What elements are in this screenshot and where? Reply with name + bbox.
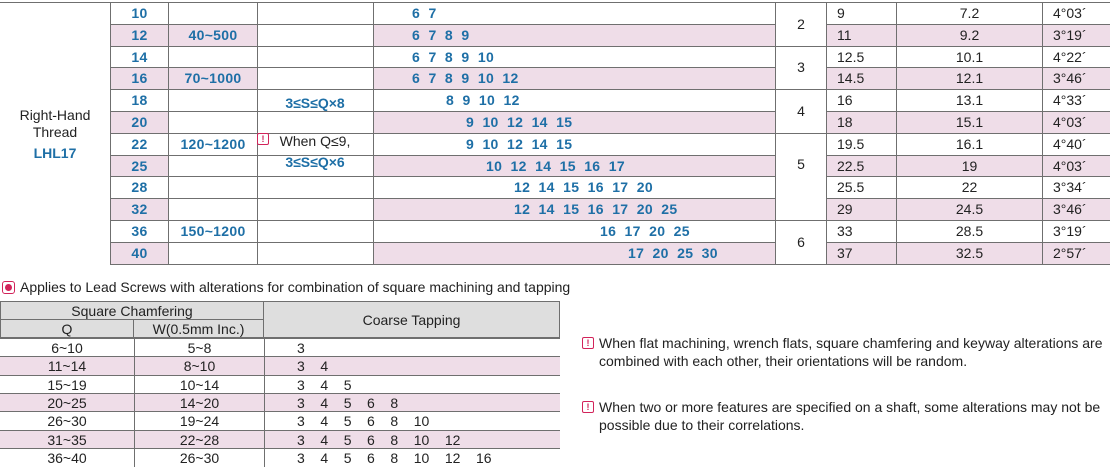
- table-row: [0, 356, 560, 374]
- table-row: [0, 393, 560, 411]
- diameter-cell: 36: [110, 220, 168, 242]
- table-row: [0, 430, 560, 448]
- tapping-cell: 3 4: [264, 357, 560, 375]
- root-diameter-cell: 22: [896, 176, 1042, 198]
- pitch-diameter-cell: 22.5: [826, 155, 896, 177]
- pitch-diameter-cell: 37: [826, 242, 896, 264]
- w-cell: 5~8: [134, 339, 264, 357]
- length-range-cell: [168, 198, 257, 220]
- diameter-cell: 22: [110, 133, 168, 155]
- q-cell: 20~25: [47, 394, 87, 411]
- root-diameter-cell: 15.1: [896, 111, 1042, 133]
- diameter-cell: 16: [110, 67, 168, 89]
- pitch-diameter-cell: 12.5: [826, 46, 896, 68]
- diameter-cell: 32: [110, 198, 168, 220]
- tap-sizes-cell: 6 7 8 9 10 12: [373, 67, 775, 89]
- table-row: [0, 2, 1110, 24]
- q-cell: 15~19: [47, 376, 87, 393]
- condition-note-label: When Q≤9,: [279, 133, 351, 149]
- tapping-cell: 3 4 5 6 8 10 12 16: [264, 449, 560, 467]
- table-row: [0, 242, 1110, 264]
- header-square-chamfering: Square Chamfering: [0, 301, 264, 320]
- lead-angle-cell: 4°03´: [1042, 111, 1110, 133]
- lead-angle-cell: 3°46´: [1042, 198, 1110, 220]
- root-diameter-cell: 16.1: [896, 133, 1042, 155]
- warning-icon: !: [582, 337, 594, 349]
- tapping-cell: 3: [264, 339, 560, 357]
- q-cell: 6~10: [51, 340, 83, 356]
- tapping-cell: 3 4 5 6 8: [264, 394, 560, 412]
- w-cell: 26~30: [134, 449, 264, 467]
- length-range-cell: [168, 2, 257, 24]
- lead-angle-cell: 3°19´: [1042, 24, 1110, 46]
- table-row: [0, 176, 1110, 198]
- lead-angle-cell: 3°34´: [1042, 176, 1110, 198]
- condition-secondary: 3≤S≤Q×6: [285, 154, 345, 170]
- table-row: [0, 411, 560, 429]
- root-diameter-cell: 7.2: [896, 2, 1042, 24]
- length-range-cell: 120~1200: [168, 133, 257, 155]
- warning-icon: !: [257, 133, 269, 145]
- tap-sizes-cell: 9 10 12 14 15: [373, 111, 775, 133]
- diameter-cell: 25: [110, 155, 168, 177]
- pitch-diameter-cell: 25.5: [826, 176, 896, 198]
- table-row: [0, 133, 1110, 155]
- root-diameter-cell: 12.1: [896, 67, 1042, 89]
- pitch-diameter-cell: 14.5: [826, 67, 896, 89]
- condition-col-cell: [257, 242, 373, 264]
- tap-sizes-cell: 16 17 20 25: [373, 220, 775, 242]
- diameter-cell: 40: [110, 242, 168, 264]
- lead-angle-cell: 2°57´: [1042, 242, 1110, 264]
- tap-sizes-cell: 12 14 15 16 17 20 25: [373, 198, 775, 220]
- product-code: LHL17: [33, 145, 77, 161]
- header-coarse-tapping: Coarse Tapping: [263, 301, 560, 338]
- root-diameter-cell: 9.2: [896, 24, 1042, 46]
- root-diameter-cell: 32.5: [896, 242, 1042, 264]
- pitch-diameter-cell: 9: [826, 2, 896, 24]
- q-cell: 11~14: [47, 358, 87, 375]
- diameter-cell: 12: [110, 24, 168, 46]
- table-row: [0, 155, 1110, 177]
- length-range-cell: 70~1000: [168, 67, 257, 89]
- length-range-cell: 150~1200: [168, 220, 257, 242]
- pitch-diameter-cell: 11: [826, 24, 896, 46]
- pitch-diameter-cell: 18: [826, 111, 896, 133]
- lead-cell: [775, 133, 826, 220]
- table-row: [0, 220, 1110, 242]
- applies-note-text: Applies to Lead Screws with alterations for combination of square machining and tapping: [20, 279, 571, 295]
- length-range-cell: [168, 242, 257, 264]
- applies-note: [2, 279, 570, 295]
- root-diameter-cell: 19: [896, 155, 1042, 177]
- alteration-table: [0, 301, 560, 466]
- pitch-diameter-cell: 33: [826, 220, 896, 242]
- table-row: [0, 111, 1110, 133]
- condition-col-cell: [257, 220, 373, 242]
- table-row: [0, 24, 1110, 46]
- table-row: [0, 89, 1110, 111]
- tap-sizes-cell: 6 7 8 9 10: [373, 46, 775, 68]
- lead-cell: [775, 2, 826, 46]
- header-w: W(0.5mm Inc.): [133, 319, 264, 338]
- title-line-2: Thread: [32, 124, 78, 140]
- pitch-diameter-cell: 19.5: [826, 133, 896, 155]
- tapping-cell: 3 4 5: [264, 376, 560, 394]
- table-bottom-border: [110, 264, 1110, 265]
- condition-primary: 3≤S≤Q×8: [285, 95, 345, 111]
- lead-value: 5: [797, 155, 805, 172]
- lead-angle-cell: 4°03´: [1042, 2, 1110, 24]
- table-row: [0, 375, 560, 393]
- lead-angle-cell: 4°22´: [1042, 46, 1110, 68]
- lead-cell: [775, 89, 826, 133]
- condition-col-cell: [257, 2, 373, 24]
- length-range-cell: [168, 176, 257, 198]
- condition-col-cell: [257, 198, 373, 220]
- lead-angle-cell: 4°40´: [1042, 133, 1110, 155]
- root-diameter-cell: 24.5: [896, 198, 1042, 220]
- lead-value: 2: [797, 15, 805, 32]
- tap-sizes-cell: 8 9 10 12: [373, 89, 775, 111]
- table-row: [0, 46, 1110, 68]
- condition-col-cell: [257, 67, 373, 89]
- length-range-cell: [168, 89, 257, 111]
- tap-sizes-cell: 6 7 8 9: [373, 24, 775, 46]
- lead-cell: [775, 220, 826, 264]
- lead-value: 6: [797, 233, 805, 250]
- w-cell: 10~14: [134, 376, 264, 394]
- table-row: [0, 338, 560, 356]
- diameter-cell: 14: [110, 46, 168, 68]
- length-range-cell: [168, 111, 257, 133]
- tapping-cell: 3 4 5 6 8 10: [264, 412, 560, 430]
- header-q: Q: [0, 319, 134, 338]
- lead-angle-cell: 4°33´: [1042, 89, 1110, 111]
- root-diameter-cell: 13.1: [896, 89, 1042, 111]
- lead-angle-cell: 3°46´: [1042, 67, 1110, 89]
- condition-col-cell: [257, 24, 373, 46]
- lead-value: 3: [797, 59, 805, 76]
- warning-icon: !: [582, 401, 594, 413]
- q-cell: 31~35: [47, 431, 87, 448]
- lead-angle-cell: 4°03´: [1042, 155, 1110, 177]
- title-line-1: Right-Hand: [19, 107, 91, 123]
- q-cell: 26~30: [47, 413, 87, 430]
- bullet-icon: [2, 281, 15, 294]
- lead-value: 4: [797, 102, 805, 119]
- lead-angle-cell: 3°19´: [1042, 220, 1110, 242]
- diameter-cell: 28: [110, 176, 168, 198]
- table-row: [0, 198, 1110, 220]
- condition-col-cell: [257, 46, 373, 68]
- table-row: [0, 67, 1110, 89]
- note-orientation-text: When flat machining, wrench flats, square chamfering and keyway alterations are combined with each other, their orientations will be random.: [599, 335, 1103, 369]
- tap-sizes-cell: 6 7: [373, 2, 775, 24]
- q-cell: 36~40: [47, 449, 87, 466]
- condition-col-cell: [257, 176, 373, 198]
- diameter-cell: 18: [110, 89, 168, 111]
- length-range-cell: [168, 46, 257, 68]
- lead-cell: [775, 46, 826, 90]
- diameter-cell: 20: [110, 111, 168, 133]
- pitch-diameter-cell: 16: [826, 89, 896, 111]
- note-correlation-text: When two or more features are specified on a shaft, some alterations may not be possible due to their correlations.: [599, 399, 1101, 433]
- pitch-diameter-cell: 29: [826, 198, 896, 220]
- w-cell: 14~20: [134, 394, 264, 412]
- tap-sizes-cell: 12 14 15 16 17 20: [373, 176, 775, 198]
- w-cell: 19~24: [134, 412, 264, 430]
- length-range-cell: [168, 155, 257, 177]
- table-row: [0, 448, 560, 466]
- tap-sizes-cell: 17 20 25 30: [373, 242, 775, 264]
- root-diameter-cell: 28.5: [896, 220, 1042, 242]
- tapping-cell: 3 4 5 6 8 10 12: [264, 431, 560, 449]
- length-range-cell: 40~500: [168, 24, 257, 46]
- root-diameter-cell: 10.1: [896, 46, 1042, 68]
- tap-sizes-cell: 9 10 12 14 15: [373, 133, 775, 155]
- w-cell: 8~10: [134, 357, 264, 375]
- condition-cell: [257, 89, 373, 176]
- diameter-cell: 10: [110, 2, 168, 24]
- lead-screw-table: [0, 2, 1110, 264]
- tap-sizes-cell: 10 12 14 15 16 17: [373, 155, 775, 177]
- w-cell: 22~28: [134, 431, 264, 449]
